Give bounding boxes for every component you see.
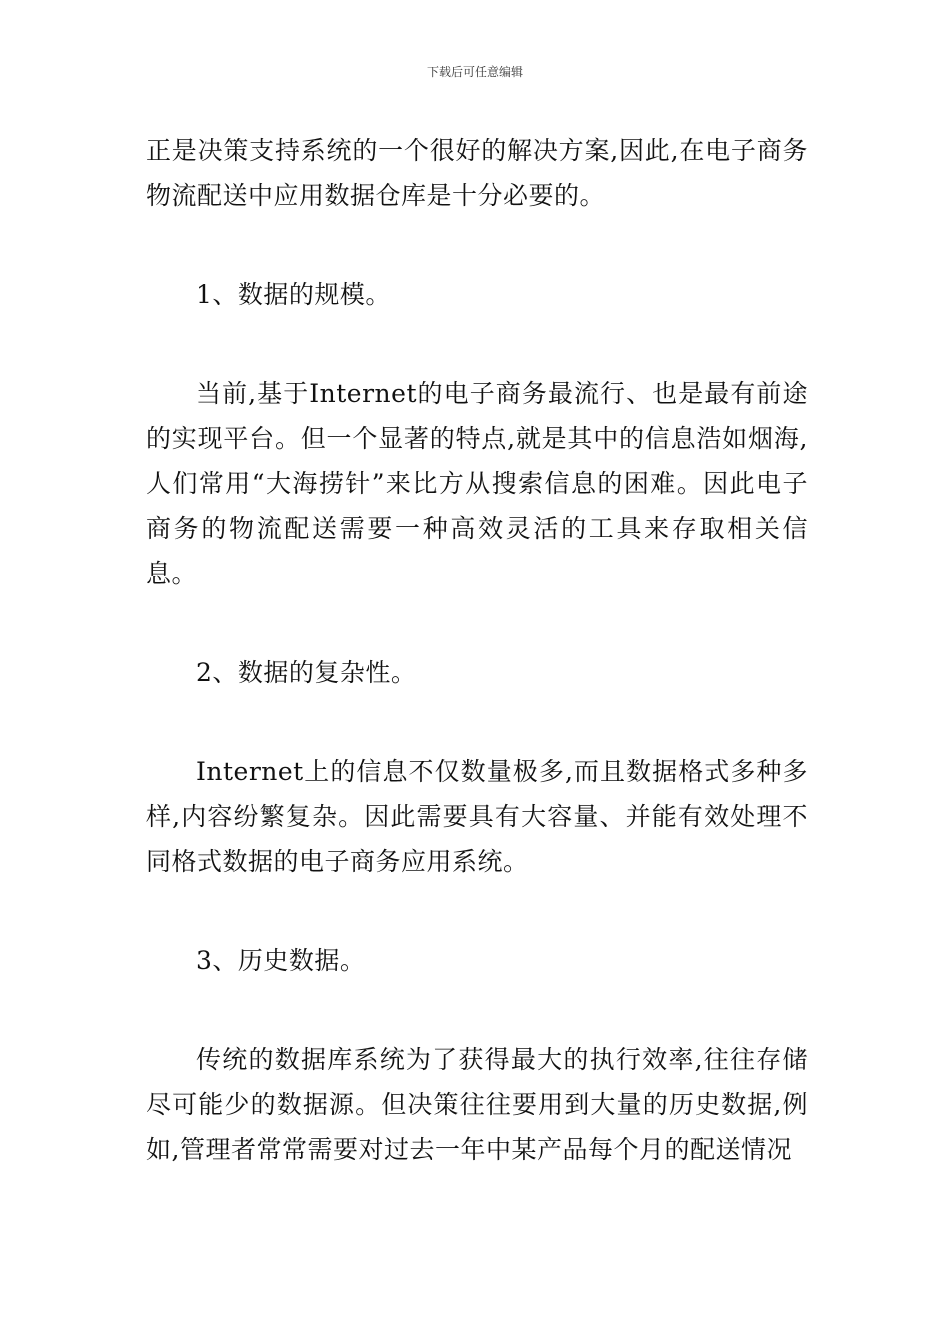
paragraph-intro: 正是决策支持系统的一个很好的解决方案,因此,在电子商务物流配送中应用数据仓库是十分必要的。 <box>146 136 808 210</box>
document-body <box>146 128 808 1172</box>
section-heading-data-complexity: 2、数据的复杂性。 <box>196 658 417 687</box>
section-heading-historical-data: 3、历史数据。 <box>196 946 366 975</box>
paragraph-historical-data: 传统的数据库系统为了获得最大的执行效率,往往存储尽可能少的数据源。但决策往往要用到大量的历史数据,例如,管理者常常需要对过去一年中某产品每个月的配送情况 <box>146 1045 808 1164</box>
paragraph-data-complexity: Internet上的信息不仅数量极多,而且数据格式多种多样,内容纷繁复杂。因此需要具有大容量、并能有效处理不同格式数据的电子商务应用系统。 <box>146 757 808 876</box>
page-header: 下载后可任意编辑 <box>426 65 523 79</box>
section-heading-data-scale: 1、数据的规模。 <box>196 280 391 309</box>
paragraph-data-scale: 当前,基于Internet的电子商务最流行、也是最有前途的实现平台。但一个显著的特点,就是其中的信息浩如烟海,人们常用“大海捞针”来比方从搜索信息的困难。因此电子商务的物流配送需要一种高效灵活的工具来存取相关信息。 <box>146 379 808 588</box>
